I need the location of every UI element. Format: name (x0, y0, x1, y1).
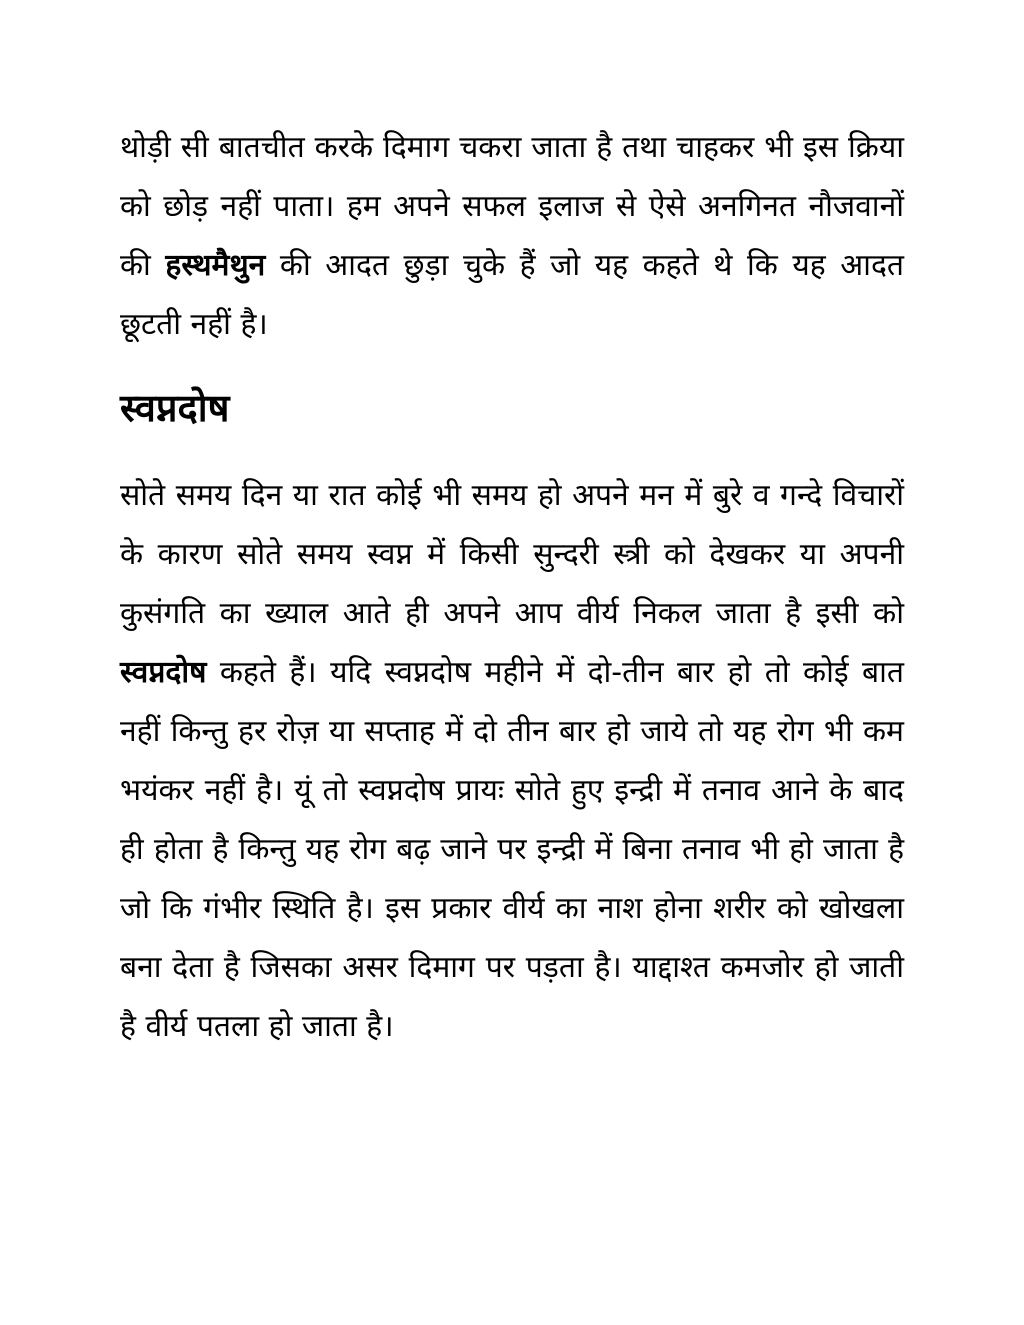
document-page (120, 118, 904, 1056)
section-heading: स्वप्नदोष (120, 386, 230, 430)
paragraph-section-body (120, 466, 904, 1056)
paragraph-body-bold-term: स्वप्नदोष (120, 655, 207, 690)
paragraph-intro-text-1: थोड़ी सी बातचीत करके दिमाग चकरा जाता है तथा चाहकर भी इस क्रिया को छोड़ नहीं पाता। हम अपने सफल इलाज से ऐसे अनगिनत नौजवानों की (120, 130, 904, 283)
paragraph-intro-text-2: की आदत छुड़ा चुके हैं जो यह कहते थे कि यह आदत छूटती नहीं है। (120, 248, 904, 342)
paragraph-intro-bold-term: हस्थमैथुन (165, 248, 266, 283)
paragraph-intro (120, 118, 904, 354)
paragraph-body-text-1: सोते समय दिन या रात कोई भी समय हो अपने मन में बुरे व गन्दे विचारों के कारण सोते समय स्वप्न में किसी सुन्दरी स्त्री को देखकर या अपनी कुसंगति का ख्याल आते ही अपने आप वीर्य निकल जाता है इसी को (120, 478, 904, 631)
paragraph-body-text-2: कहते हैं। यदि स्वप्नदोष महीने में दो-तीन बार हो तो कोई बात नहीं किन्तु हर रोज़ या सप्ताह में दो तीन बार हो जाये तो यह रोग भी कम भयंकर नहीं है। यूं तो स्वप्नदोष प्रायः सोते हुए इन्द्री में तनाव आने के बाद ही होता है किन्तु यह रोग बढ़ जाने पर इन्द्री में बिना तनाव भी हो जाता है जो कि गंभीर स्थिति है। इस प्रकार वीर्य का नाश होना शरीर को खोखला बना देता है जिसका असर दिमाग पर पड़ता है। याद्दाश्त कमजोर हो जाती है वीर्य पतला हो जाता है। (120, 655, 904, 1044)
